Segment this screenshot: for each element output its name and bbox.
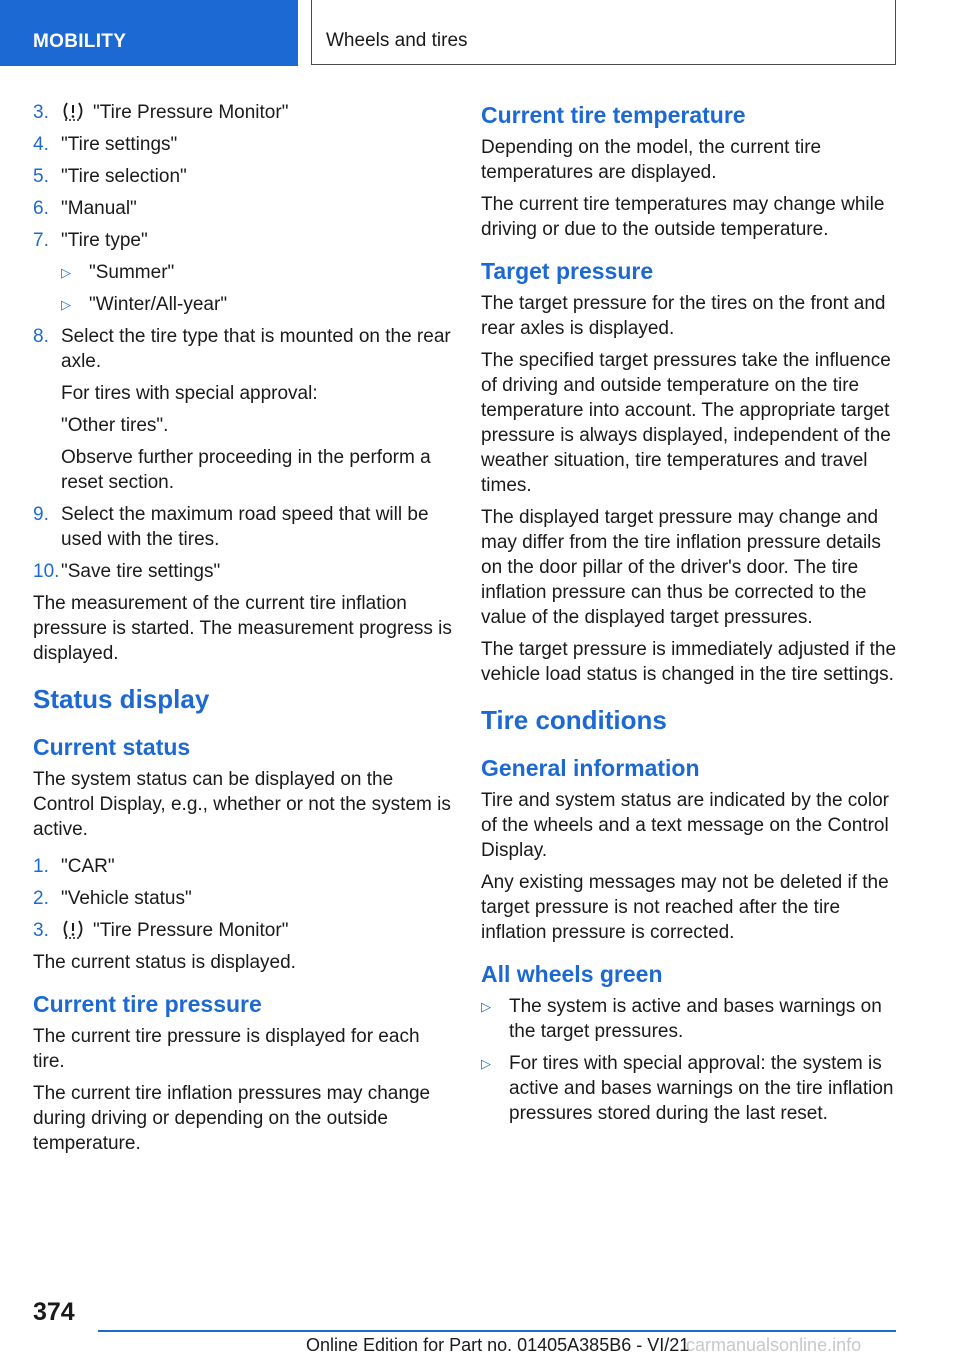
step-number: 4. [33, 134, 49, 155]
subsection-heading: Target pressure [481, 258, 654, 284]
paragraph: The target pressure is immediately adjusted if the vehicle load status is changed in the tire settings. [481, 639, 897, 685]
step-text: "Tire Pressure Monitor" [93, 920, 289, 941]
paragraph: The displayed target pressure may change and may differ from the tire inflation pressure details on the door pillar of the driver's door. The tire inflation pressure can thus be corrected to the value of the displayed target pressures. [481, 507, 881, 628]
triangle-bullet-icon: ▷ [481, 999, 491, 1014]
tire-type-option [61, 260, 453, 285]
step-text: "Tire selection" [61, 166, 187, 187]
triangle-bullet-icon: ▷ [61, 297, 71, 312]
step-number: 8. [33, 326, 49, 347]
step-item [33, 918, 453, 943]
triangle-bullet-icon: ▷ [61, 265, 71, 280]
subsection-heading: Current tire pressure [33, 991, 262, 1017]
step-item [33, 502, 453, 552]
paragraph: Tire and system status are indicated by the color of the wheels and a text message on the Control Display. [481, 790, 889, 861]
section-heading: Status display [33, 684, 210, 714]
section-heading: Tire conditions [481, 705, 667, 735]
paragraph: The specified target pressures take the influence of driving and outside temperature on the tire temperature into account. The appropriate target pressure is always displayed, independent of the weather situation, tire temperatures and travel times. [481, 350, 891, 496]
page-number: 374 [33, 1298, 75, 1326]
paragraph: The target pressure for the tires on the front and rear axles is displayed. [481, 293, 886, 339]
tire-type-option [61, 292, 453, 317]
step-number: 9. [33, 504, 49, 525]
step-item [33, 164, 453, 189]
tire-pressure-warning-icon [61, 919, 85, 939]
step-item [33, 228, 453, 253]
step-text: For tires with special approval: [61, 383, 318, 404]
step-item [33, 886, 453, 911]
step-text: "Tire Pressure Monitor" [93, 102, 289, 123]
list-item-text: For tires with special approval: the system is active and bases warnings on the tire inflation pressures stored during the last reset. [509, 1053, 894, 1124]
paragraph: Depending on the model, the current tire temperatures are displayed. [481, 137, 822, 183]
page-header [0, 0, 960, 66]
step-text: "Tire settings" [61, 134, 178, 155]
step-number: 5. [33, 166, 49, 187]
paragraph: The current tire pressure is displayed for each tire. [33, 1026, 420, 1072]
edition-text: Online Edition for Part no. 01405A385B6 - VI/21 [306, 1335, 690, 1355]
tire-type-text: "Summer" [89, 262, 175, 283]
subsection-heading: General information [481, 755, 700, 781]
tire-type-text: "Winter/All-year" [89, 294, 228, 315]
right-column [481, 100, 901, 1133]
left-column [33, 100, 453, 1163]
step-text: "Vehicle status" [61, 888, 192, 909]
step-item [33, 196, 453, 221]
step-text: Select the maximum road speed that will be used with the tires. [61, 504, 429, 550]
subsection-heading: Current status [33, 734, 191, 760]
step-item [33, 559, 453, 584]
step-number: 1. [33, 856, 49, 877]
list-item-text: The system is active and bases warnings on the target pressures. [509, 996, 882, 1042]
watermark: carmanualsonline.info [686, 1335, 862, 1355]
step-number: 10. [33, 561, 60, 582]
list-item [481, 1051, 901, 1126]
step-number: 3. [33, 920, 49, 941]
paragraph: The current tire temperatures may change while driving or due to the outside temperature. [481, 194, 885, 240]
paragraph: Any existing messages may not be deleted if the target pressure is not reached after the tire inflation pressure is corrected. [481, 872, 889, 943]
step-number: 7. [33, 230, 49, 251]
step-text: "Manual" [61, 198, 137, 219]
step-item [33, 100, 453, 125]
paragraph: The current tire inflation pressures may change during driving or depending on the outside temperature. [33, 1083, 431, 1154]
step-item [33, 854, 453, 879]
step-item [33, 132, 453, 157]
step-number: 2. [33, 888, 49, 909]
step-number: 6. [33, 198, 49, 219]
subsection-heading: All wheels green [481, 961, 663, 987]
tire-pressure-warning-icon [61, 101, 85, 121]
subsection-heading: Current tire temperature [481, 102, 746, 128]
step-item [33, 324, 453, 495]
step-text: "Other tires". [61, 415, 169, 436]
step-text: Select the tire type that is mounted on the rear axle. [61, 326, 451, 372]
step-number: 3. [33, 102, 49, 123]
chapter-tab: Wheels and tires [311, 0, 896, 65]
section-tab: MOBILITY [0, 0, 298, 66]
footer-divider [98, 1330, 896, 1332]
paragraph: The current status is displayed. [33, 952, 296, 973]
step-text: "CAR" [61, 856, 115, 877]
step-text: Observe further proceeding in the perform a reset section. [61, 447, 431, 493]
paragraph: The measurement of the current tire inflation pressure is started. The measurement progress is displayed. [33, 593, 452, 664]
step-text: "Save tire settings" [61, 561, 221, 582]
paragraph: The system status can be displayed on the Control Display, e.g., whether or not the system is active. [33, 769, 451, 840]
list-item [481, 994, 901, 1044]
triangle-bullet-icon: ▷ [481, 1056, 491, 1071]
step-text: "Tire type" [61, 230, 148, 251]
